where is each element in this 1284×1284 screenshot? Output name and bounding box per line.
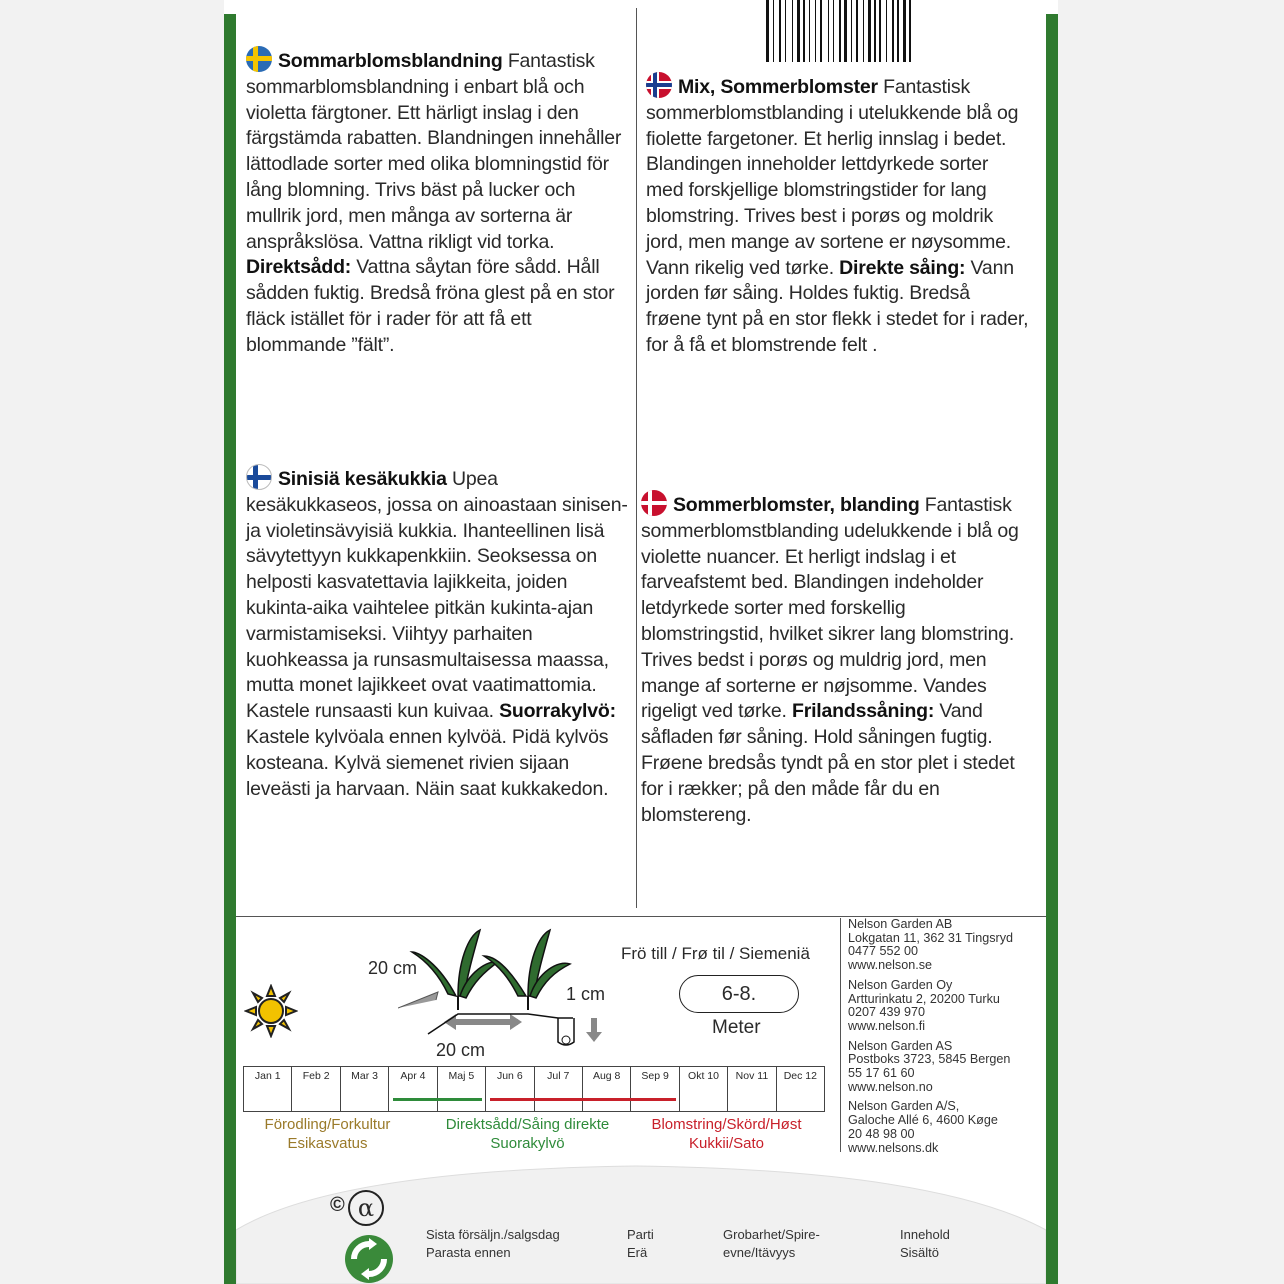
danish-flag-icon <box>641 490 667 516</box>
calendar-month: Jul 7 <box>535 1067 583 1111</box>
germ-line2: evne/Itävyys <box>723 1245 796 1260</box>
last-sale-line2: Parasta ennen <box>426 1245 511 1260</box>
danish-sowing-label: Frilandssåning: <box>791 700 935 723</box>
norwegian-sowing-text: Vann jorden før såing. Holdes fuktig. Bredså frøene tynt på en stor flekk i stedet for i rader, for å få et blomstrende felt . <box>646 256 1029 356</box>
company-web[interactable]: www.nelson.se <box>848 958 932 973</box>
danish-body: Fantastisk sommerblomstblanding udelukkende i blå og violette nuancer. Et herligt indslag i et farveafstemt bed. Blandingen indeholder letdyrkede sorter med forskellig blomstringstid, hvilket sikrer lang blomstring. Trives bedst i porøs og muldrig jord, men mange af sorterne er nøjsomme. Vandes rigeligt ved tørke. <box>641 494 1019 723</box>
legend-flowering <box>634 1115 819 1153</box>
legend-precult-line2: Esikasvatus <box>287 1135 368 1152</box>
calendar-month: Jun 6 <box>486 1067 534 1111</box>
company-phone: 55 17 61 60 <box>848 1066 915 1081</box>
plant-height-label: 20 cm <box>368 958 418 978</box>
plant-spacing-label: 20 cm <box>436 1040 486 1060</box>
company-addr: Galoche Allé 6, 4600 Køge <box>848 1113 998 1128</box>
company-addr: Lokgatan 11, 362 31 Tingsryd <box>848 930 1014 945</box>
calendar-month: Maj 5 <box>438 1067 486 1111</box>
sowing-calendar <box>243 1066 825 1112</box>
company-name: Nelson Garden AB <box>848 917 953 931</box>
finnish-body: Upea kesäkukkaseos, jossa on ainoastaan sinisen- ja violetinsävyisiä kukkia. Ihanteellinen lisä sävytettyyn kukkapenkkiin. Seoksessa on helposti kasvatettavia lajikkeita, joiden kukinta-aika vaihtelee pitkän kukinta-ajan varmistamiseksi. Viihtyy parhaiten kuohkeassa ja runsasmultaisessa maassa, mutta monet lajikkeet ovat vaatimattomia. Kastele runsaasti kun kuivaa. <box>246 468 628 723</box>
swedish-description <box>246 46 630 359</box>
calendar-month: Okt 10 <box>680 1067 728 1111</box>
calendar-month: Feb 2 <box>292 1067 340 1111</box>
sowing-depth-label: 1 cm <box>566 984 606 1004</box>
batch-line1: Parti <box>627 1227 654 1242</box>
finnish-sowing-text: Kastele kylvöala ennen kylvöä. Pidä kylvös kosteana. Kylvä siemenet rivien sijaan leveästi ja harvaan. Näin saat kukkakedon. <box>246 725 609 800</box>
norwegian-title: Mix, Sommerblomster <box>678 76 878 98</box>
content-label <box>900 1226 950 1262</box>
batch-line2: Erä <box>627 1245 648 1260</box>
content-line2: Sisältö <box>900 1245 940 1260</box>
recycling-green-dot-icon <box>344 1234 394 1284</box>
danish-sowing-text: Vand såfladen før såning. Hold såningen fugtig. Frøene bredsås tyndt på en stor plet i stedet for i rækker; på den måde får du en blomstereng. <box>641 700 1015 826</box>
company-web[interactable]: www.nelson.no <box>848 1079 933 1094</box>
legend-bloom-line1: Blomstring/Skörd/Høst <box>651 1116 802 1133</box>
column-divider <box>636 8 637 908</box>
legend-precultivation <box>250 1115 405 1153</box>
content-line1: Innehold <box>900 1227 950 1242</box>
last-sale-line1: Sista försäljn./salgsdag <box>426 1227 560 1242</box>
packet-right-edge <box>1046 14 1058 1284</box>
finnish-description <box>246 464 630 802</box>
company-addr: Postboks 3723, 5845 Bergen <box>848 1052 1011 1067</box>
company-addr: Artturinkatu 2, 20200 Turku <box>848 991 1000 1006</box>
calendar-month: Sep 9 <box>631 1067 679 1111</box>
swedish-flag-icon <box>246 46 272 72</box>
swedish-sowing-label: Direktsådd: <box>246 256 352 279</box>
norwegian-description <box>646 72 1030 359</box>
flowering-period-bar <box>490 1098 676 1101</box>
packet-left-edge <box>224 14 236 1284</box>
legend-precult-line1: Förodling/Forkultur <box>264 1116 391 1133</box>
company-phone: 0477 552 00 <box>848 944 919 959</box>
full-sun-icon <box>244 984 298 1038</box>
germination-rate-label <box>723 1226 820 1262</box>
company-name: Nelson Garden Oy <box>848 977 953 992</box>
norwegian-sowing-label: Direkte såing: <box>839 256 966 279</box>
company-divider <box>840 918 841 1152</box>
finnish-flag-icon <box>246 464 272 490</box>
company-name: Nelson Garden AS <box>848 1038 953 1053</box>
direct-sowing-period-bar <box>393 1098 482 1101</box>
company-addresses <box>848 918 1044 1155</box>
calendar-month: Nov 11 <box>728 1067 776 1111</box>
finnish-title: Sinisiä kesäkukkia <box>278 468 447 490</box>
swedish-title: Sommarblomsblandning <box>278 50 503 72</box>
calendar-month: Aug 8 <box>583 1067 631 1111</box>
germ-line1: Grobarhet/Spire- <box>723 1227 820 1242</box>
company-name: Nelson Garden A/S, <box>848 1099 960 1114</box>
company-phone: 20 48 98 00 <box>848 1126 915 1141</box>
calendar-month: Apr 4 <box>389 1067 437 1111</box>
norwegian-flag-icon <box>646 72 672 98</box>
legend-bloom-line2: Kukkii/Sato <box>688 1135 765 1152</box>
legend-direct-line1: Direktsådd/Såing direkte <box>445 1116 610 1133</box>
swedish-sowing-text: Vattna såytan före sådd. Håll sådden fuktig. Bredså fröna glest på en stor fläck istället för i rader för att få ett blommande ”fält”. <box>246 256 615 356</box>
legend-direct-line2: Suorakylvö <box>490 1135 565 1152</box>
company-web[interactable]: www.nelson.fi <box>848 1018 925 1033</box>
calendar-month: Jan 1 <box>244 1067 292 1111</box>
last-sale-date-label <box>426 1226 560 1262</box>
finnish-sowing-label: Suorrakylvö: <box>499 700 616 723</box>
company-web[interactable]: www.nelsons.dk <box>848 1140 939 1155</box>
copyright-symbol: © <box>330 1194 345 1216</box>
danish-description <box>641 490 1033 828</box>
germination-value-pill: 6-8. <box>679 975 799 1013</box>
alpha-logo: α <box>348 1190 384 1226</box>
danish-title: Sommerblomster, blanding <box>673 494 920 516</box>
calendar-month: Mar 3 <box>341 1067 389 1111</box>
calendar-month: Dec 12 <box>783 1070 817 1082</box>
barcode <box>766 0 1020 62</box>
germination-label: Frö till / Frø til / Siemeniä <box>621 944 810 963</box>
germination-unit: Meter <box>712 1017 761 1038</box>
company-phone: 0207 439 970 <box>848 1005 926 1020</box>
swedish-body: Fantastisk sommarblomsblandning i enbart blå och violetta färgtoner. Ett härligt inslag i den färgstämda rabatten. Blandningen innehåller lättodlade sorter med olika blomningstid för lång blomning. Trivs bäst på lucker och mullrik jord, men många av sorterna är anspråkslösa. Vattna rikligt vid torka. <box>246 50 622 253</box>
legend-direct-sowing <box>425 1115 630 1153</box>
norwegian-body: Fantastisk sommerblomstblanding i utelukkende blå og fiolette fargetoner. Et herlig innslag i bedet. Blandingen inneholder lettdyrkede sorter med forskjellige blomstringstider for lang blomstring. Trives best i porøs og moldrik jord, men mange av sortene er nøysomme. Vann rikelig ved tørke. <box>646 76 1019 279</box>
batch-label <box>627 1226 654 1262</box>
